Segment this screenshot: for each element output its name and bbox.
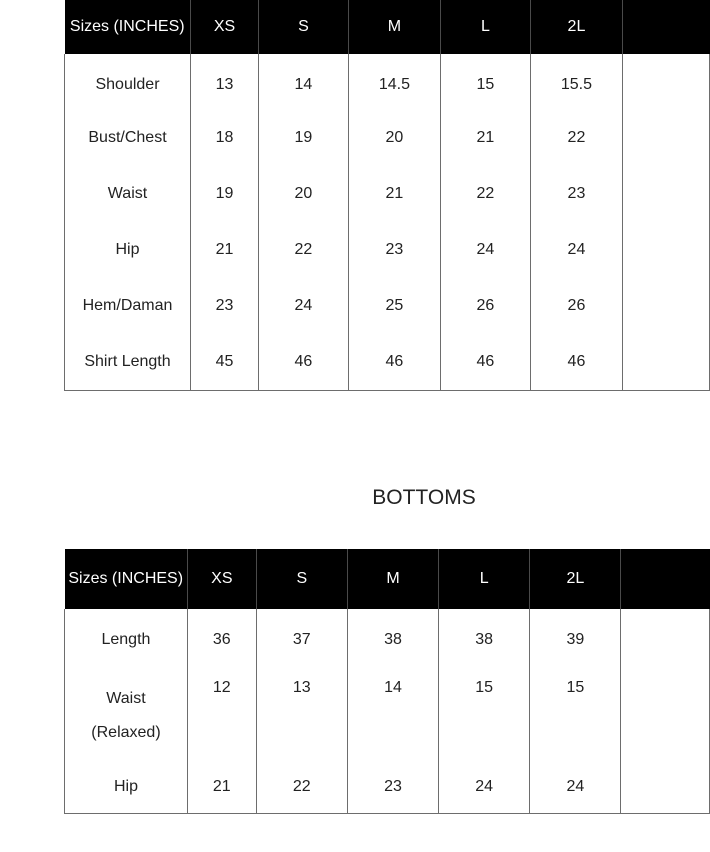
header-cell-xs: XS bbox=[191, 0, 259, 54]
table-cell: 37 bbox=[256, 609, 347, 671]
header-cell-s: S bbox=[256, 549, 347, 609]
table-row bbox=[65, 278, 710, 334]
table-cell: 23 bbox=[530, 166, 622, 222]
header-cell-l: L bbox=[440, 0, 530, 54]
table-cell bbox=[621, 761, 710, 813]
header-cell-m: M bbox=[347, 549, 438, 609]
table-cell: 23 bbox=[191, 278, 259, 334]
header-cell-m: M bbox=[348, 0, 440, 54]
table-cell: 25 bbox=[348, 278, 440, 334]
table-cell: 39 bbox=[530, 609, 621, 671]
table-cell bbox=[621, 671, 710, 761]
table-cell: 38 bbox=[347, 609, 438, 671]
table-cell: 13 bbox=[256, 671, 347, 761]
table-cell: 18 bbox=[191, 110, 259, 166]
bottoms-size-table bbox=[64, 549, 710, 814]
row-label: Waist bbox=[65, 166, 191, 222]
header-cell-sizes: Sizes (INCHES) bbox=[65, 0, 191, 54]
table-cell: 46 bbox=[348, 334, 440, 390]
table-cell bbox=[623, 222, 710, 278]
table-cell: 20 bbox=[258, 166, 348, 222]
row-label: Shoulder bbox=[65, 54, 191, 110]
table-cell: 22 bbox=[258, 222, 348, 278]
header-cell-2l: 2L bbox=[530, 0, 622, 54]
table-cell: 23 bbox=[347, 761, 438, 813]
header-cell-extra bbox=[621, 549, 710, 609]
table-cell: 15 bbox=[530, 671, 621, 761]
table-cell: 46 bbox=[530, 334, 622, 390]
table-cell bbox=[623, 334, 710, 390]
row-label: Hip bbox=[65, 222, 191, 278]
table-cell: 13 bbox=[191, 54, 259, 110]
table-row bbox=[65, 110, 710, 166]
table-row bbox=[65, 761, 710, 813]
header-cell-xs: XS bbox=[187, 549, 256, 609]
table-cell: 24 bbox=[530, 222, 622, 278]
table-cell: 22 bbox=[256, 761, 347, 813]
table-cell bbox=[623, 278, 710, 334]
table-cell bbox=[623, 166, 710, 222]
table-row bbox=[65, 54, 710, 110]
table-cell bbox=[621, 609, 710, 671]
table-cell: 24 bbox=[439, 761, 530, 813]
header-cell-sizes: Sizes (INCHES) bbox=[65, 549, 188, 609]
table-cell: 21 bbox=[440, 110, 530, 166]
row-label: Hem/Daman bbox=[65, 278, 191, 334]
table-cell: 23 bbox=[348, 222, 440, 278]
table-cell: 20 bbox=[348, 110, 440, 166]
table-cell: 24 bbox=[440, 222, 530, 278]
section-title-bottoms: BOTTOMS bbox=[372, 486, 476, 509]
table-cell: 21 bbox=[348, 166, 440, 222]
header-cell-l: L bbox=[439, 549, 530, 609]
table-cell: 19 bbox=[258, 110, 348, 166]
table-cell: 14 bbox=[347, 671, 438, 761]
table-row bbox=[65, 671, 710, 761]
table-cell: 46 bbox=[258, 334, 348, 390]
table-cell: 15.5 bbox=[530, 54, 622, 110]
row-label: Hip bbox=[65, 761, 188, 813]
table-header-row bbox=[65, 0, 710, 54]
table-row bbox=[65, 609, 710, 671]
row-label-sub: (Relaxed) bbox=[91, 724, 161, 741]
table-cell: 24 bbox=[258, 278, 348, 334]
row-label-main: Waist bbox=[106, 690, 146, 707]
header-cell-s: S bbox=[258, 0, 348, 54]
tops-size-table bbox=[64, 0, 710, 391]
table-cell bbox=[623, 54, 710, 110]
table-cell: 36 bbox=[187, 609, 256, 671]
table-cell: 46 bbox=[440, 334, 530, 390]
row-label: Length bbox=[65, 609, 188, 671]
table-cell: 12 bbox=[187, 671, 256, 761]
table-cell: 26 bbox=[530, 278, 622, 334]
row-label bbox=[65, 671, 188, 761]
row-label: Shirt Length bbox=[65, 334, 191, 390]
table-cell: 45 bbox=[191, 334, 259, 390]
table-cell: 21 bbox=[191, 222, 259, 278]
table-cell: 22 bbox=[440, 166, 530, 222]
table-cell: 22 bbox=[530, 110, 622, 166]
table-row bbox=[65, 222, 710, 278]
table-cell bbox=[623, 110, 710, 166]
table-cell: 14 bbox=[258, 54, 348, 110]
header-cell-extra bbox=[623, 0, 710, 54]
table-cell: 26 bbox=[440, 278, 530, 334]
table-row bbox=[65, 166, 710, 222]
header-cell-2l: 2L bbox=[530, 549, 621, 609]
table-cell: 19 bbox=[191, 166, 259, 222]
table-cell: 38 bbox=[439, 609, 530, 671]
table-header-row bbox=[65, 549, 710, 609]
table-cell: 15 bbox=[439, 671, 530, 761]
table-cell: 15 bbox=[440, 54, 530, 110]
table-cell: 24 bbox=[530, 761, 621, 813]
table-cell: 14.5 bbox=[348, 54, 440, 110]
table-cell: 21 bbox=[187, 761, 256, 813]
table-row bbox=[65, 334, 710, 390]
row-label: Bust/Chest bbox=[65, 110, 191, 166]
